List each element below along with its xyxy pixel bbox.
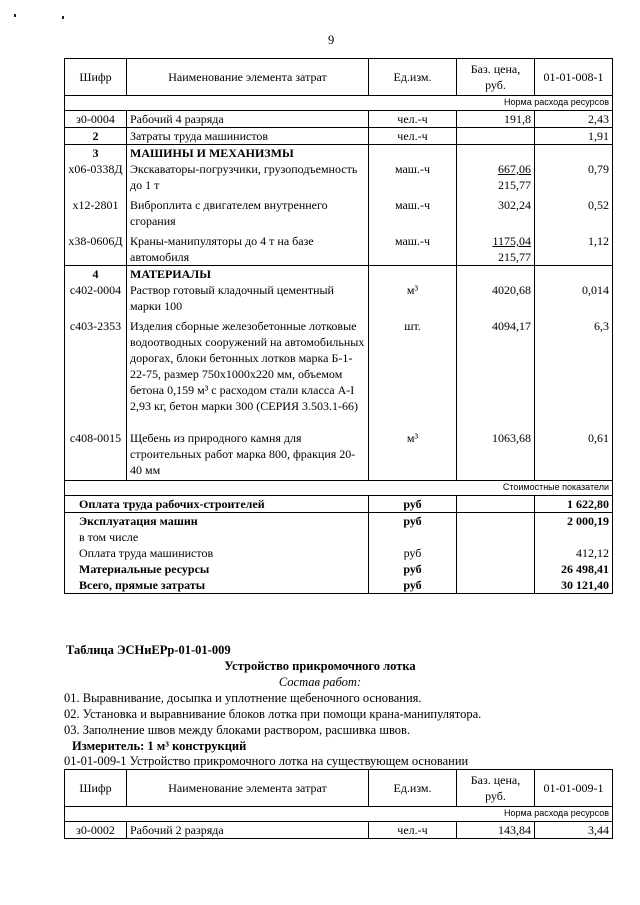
price-secondary: 215,77 <box>498 178 531 192</box>
row-value: 2,43 <box>535 111 613 128</box>
price-secondary: 215,77 <box>498 250 531 264</box>
cost-name: Материальные ресурсы <box>65 561 369 577</box>
cost-row <box>65 513 613 530</box>
cost-row <box>65 577 613 594</box>
header-name: Наименование элемента затрат <box>127 59 369 96</box>
table-header-row <box>65 770 613 807</box>
header-code: Шифр <box>65 59 127 96</box>
row-value: 0,52 <box>535 197 613 233</box>
row-name: Краны-манипуляторы до 4 т на базе автомобиля <box>127 233 369 266</box>
cost-row <box>65 561 613 577</box>
cost-value: 26 498,41 <box>535 561 613 577</box>
section-subheading: Состав работ: <box>278 675 362 689</box>
norm-row <box>65 96 613 111</box>
resource-table-2 <box>64 769 613 839</box>
cost-name: Всего, прямые затраты <box>65 577 369 594</box>
cost-name: Оплата труда рабочих-строителей <box>65 496 369 513</box>
cost-header-row <box>65 481 613 496</box>
row-code: 3 <box>65 145 127 162</box>
cost-value: 1 622,80 <box>535 496 613 513</box>
table-row <box>65 430 613 481</box>
cost-row <box>65 529 613 545</box>
header-rate-code: 01-01-008-1 <box>535 59 613 96</box>
row-code: с408-0015 <box>65 430 127 481</box>
row-code: 4 <box>65 266 127 283</box>
cost-row <box>65 496 613 513</box>
row-price <box>457 233 535 266</box>
row-price: 4020,68 <box>457 282 535 318</box>
row-code: х12-2801 <box>65 197 127 233</box>
table-row <box>65 197 613 233</box>
table-row <box>65 128 613 145</box>
row-name: Рабочий 4 разряда <box>127 111 369 128</box>
price-main: 1175,04 <box>492 234 531 248</box>
measure-unit: Измеритель: 1 м³ конструкций <box>72 739 247 753</box>
table-title: Таблица ЭСНиЕРр-01-01-009 <box>66 643 231 657</box>
row-price: 191,8 <box>457 111 535 128</box>
row-unit: шт. <box>369 318 457 430</box>
header-name: Наименование элемента затрат <box>127 770 369 807</box>
row-price <box>457 266 535 283</box>
header-price: Баз. цена, руб. <box>457 770 535 807</box>
row-unit: чел.-ч <box>369 822 457 839</box>
row-unit <box>369 266 457 283</box>
row-price <box>457 145 535 162</box>
row-value: 0,61 <box>535 430 613 481</box>
row-unit: м³ <box>369 282 457 318</box>
row-name: Экскаваторы-погрузчики, грузоподъемность до 1 т <box>127 161 369 197</box>
row-code: х38-0606Д <box>65 233 127 266</box>
cost-name: в том числе <box>65 529 369 545</box>
row-unit <box>369 145 457 162</box>
table-row <box>65 233 613 266</box>
work-step: 02. Установка и выравнивание блоков лотка при помощи крана-манипулятора. <box>64 707 482 721</box>
cost-unit: руб <box>369 561 457 577</box>
table-row <box>65 318 613 430</box>
table-row <box>65 822 613 839</box>
row-name: Виброплита с двигателем внутреннего сгорания <box>127 197 369 233</box>
row-value: 0,79 <box>535 161 613 197</box>
row-price: 1063,68 <box>457 430 535 481</box>
table-row <box>65 145 613 162</box>
row-code: 2 <box>65 128 127 145</box>
row-unit: чел.-ч <box>369 111 457 128</box>
row-unit: маш.-ч <box>369 233 457 266</box>
row-name: Рабочий 2 разряда <box>127 822 369 839</box>
cost-name: Эксплуатация машин <box>65 513 369 530</box>
table-row <box>65 111 613 128</box>
cost-value: 2 000,19 <box>535 513 613 530</box>
table-header-row <box>65 59 613 96</box>
row-name: Щебень из природного камня для строительных работ марка 800, фракция 20-40 мм <box>127 430 369 481</box>
row-value: 3,44 <box>535 822 613 839</box>
norm-row <box>65 807 613 822</box>
row-value: 6,3 <box>535 318 613 430</box>
resource-table-1 <box>64 58 613 594</box>
cost-name: Оплата труда машинистов <box>65 545 369 561</box>
row-value: 1,91 <box>535 128 613 145</box>
row-code: х06-0338Д <box>65 161 127 197</box>
cost-value: 30 121,40 <box>535 577 613 594</box>
cost-unit: руб <box>369 545 457 561</box>
row-code: с403-2353 <box>65 318 127 430</box>
norm-label: Норма расхода ресурсов <box>65 807 613 822</box>
norm-label: Норма расхода ресурсов <box>65 96 613 111</box>
item-caption: 01-01-009-1 Устройство прикромочного лотка на существующем основании <box>64 754 469 768</box>
row-value: 0,014 <box>535 282 613 318</box>
row-value: 1,12 <box>535 233 613 266</box>
row-unit: чел.-ч <box>369 128 457 145</box>
row-name: Изделия сборные железобетонные лотковые водоотводных сооружений на автомобильных дорогах, блоки бетонных лотков марка Б-1-22-75, размер 750х1000х220 мм, объемом бетона 0,159 м³ с расходом стали класса А-I 2,93 кг, бетон марки 300 (СЕРИЯ 3.503.1-66) <box>127 318 369 430</box>
work-step: 03. Заполнение швов между блоками раствором, расшивка швов. <box>64 723 411 737</box>
row-code: з0-0002 <box>65 822 127 839</box>
header-price: Баз. цена, руб. <box>457 59 535 96</box>
row-price: 4094,17 <box>457 318 535 430</box>
row-code: з0-0004 <box>65 111 127 128</box>
cost-label: Стоимостные показатели <box>65 481 613 496</box>
row-unit: м³ <box>369 430 457 481</box>
price-main: 667,06 <box>498 162 531 176</box>
cost-value: 412,12 <box>535 545 613 561</box>
table-row <box>65 266 613 283</box>
row-value <box>535 266 613 283</box>
row-price <box>457 128 535 145</box>
row-code: с402-0004 <box>65 282 127 318</box>
row-name: МАШИНЫ И МЕХАНИЗМЫ <box>127 145 369 162</box>
cost-unit: руб <box>369 577 457 594</box>
cost-row <box>65 545 613 561</box>
row-price: 302,24 <box>457 197 535 233</box>
row-value <box>535 145 613 162</box>
cost-unit: руб <box>369 513 457 530</box>
row-name: МАТЕРИАЛЫ <box>127 266 369 283</box>
table-row <box>65 161 613 197</box>
row-name: Затраты труда машинистов <box>127 128 369 145</box>
work-step: 01. Выравнивание, досыпка и уплотнение щебеночного основания. <box>64 691 422 705</box>
table-row <box>65 282 613 318</box>
scan-mark <box>62 16 64 19</box>
row-price <box>457 161 535 197</box>
header-unit: Ед.изм. <box>369 770 457 807</box>
scan-mark <box>14 14 16 17</box>
row-unit: маш.-ч <box>369 197 457 233</box>
section-heading: Устройство прикромочного лотка <box>224 659 416 673</box>
header-code: Шифр <box>65 770 127 807</box>
row-price: 143,84 <box>457 822 535 839</box>
page-number: 9 <box>328 33 335 47</box>
cost-unit: руб <box>369 496 457 513</box>
header-unit: Ед.изм. <box>369 59 457 96</box>
row-name: Раствор готовый кладочный цементный марки 100 <box>127 282 369 318</box>
row-unit: маш.-ч <box>369 161 457 197</box>
header-rate-code: 01-01-009-1 <box>535 770 613 807</box>
